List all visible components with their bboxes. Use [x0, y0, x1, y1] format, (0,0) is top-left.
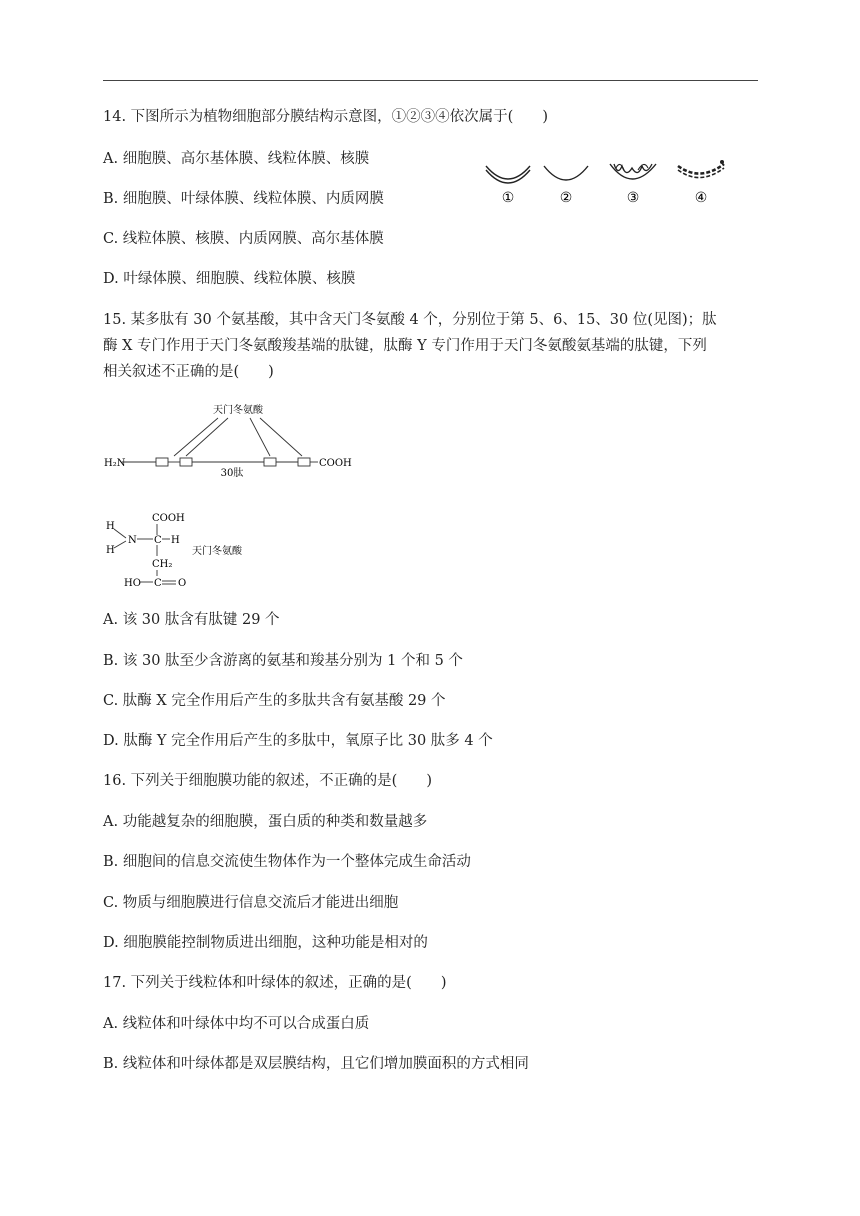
- membrane-figure: [478, 156, 738, 208]
- q17-option-b: B. 线粒体和叶绿体都是双层膜结构，且它们增加膜面积的方式相同: [103, 1056, 529, 1072]
- q15-stem-line-2: 酶 X 专门作用于天门冬氨酸羧基端的肽键，肽酶 Y 专门作用于天门冬氨酸氨基端的肽键，下列: [103, 338, 707, 354]
- chain-left-label: H₂N: [104, 458, 126, 469]
- membrane-label-1: ①: [501, 190, 515, 206]
- aspartic-label: 天门冬氨酸: [213, 405, 263, 416]
- q15-option-c: C. 肽酶 X 完全作用后产生的多肽共含有氨基酸 29 个: [103, 693, 446, 709]
- membrane-label-4: ④: [694, 190, 708, 206]
- q15-option-b: B. 该 30 肽至少含游离的氨基和羧基分别为 1 个和 5 个: [103, 653, 463, 669]
- q14-option-b: B. 细胞膜、叶绿体膜、线粒体膜、内质网膜: [103, 191, 384, 207]
- q16-option-b: B. 细胞间的信息交流使生物体作为一个整体完成生命活动: [103, 854, 471, 870]
- struct-o: O: [178, 578, 187, 589]
- membrane-label-3: ③: [626, 190, 640, 206]
- q17-option-a: A. 线粒体和叶绿体中均不可以合成蛋白质: [103, 1016, 370, 1032]
- struct-h-top: H: [106, 521, 115, 532]
- membrane-label-2: ②: [559, 190, 573, 206]
- struct-h-bottom: H: [106, 545, 115, 556]
- struct-h-right: H: [171, 535, 180, 546]
- q15-option-d: D. 肽酶 Y 完全作用后产生的多肽中，氧原子比 30 肽多 4 个: [103, 733, 493, 749]
- struct-cooh: COOH: [152, 513, 185, 524]
- struct-name: 天门冬氨酸: [192, 546, 242, 557]
- membrane-1-icon: [486, 166, 530, 183]
- header-rule: [103, 80, 758, 81]
- q16-stem: 16. 下列关于细胞膜功能的叙述，不正确的是( ): [103, 773, 432, 789]
- struct-ch2: CH₂: [152, 559, 173, 570]
- chain-right-label: COOH: [319, 458, 352, 469]
- q14-option-c: C. 线粒体膜、核膜、内质网膜、高尔基体膜: [103, 231, 384, 247]
- q14-option-a: A. 细胞膜、高尔基体膜、线粒体膜、核膜: [103, 151, 370, 167]
- membrane-3-icon: [610, 164, 656, 179]
- q16-option-a: A. 功能越复杂的细胞膜，蛋白质的种类和数量越多: [103, 814, 428, 830]
- membrane-2-icon: [544, 166, 588, 180]
- chain-bottom-label: 30肽: [220, 468, 244, 478]
- q15-stem-line-1: 15. 某多肽有 30 个氨基酸，其中含天门冬氨酸 4 个，分别位于第 5、6、15、30 位(见图)；肽: [103, 312, 717, 328]
- q16-option-c: C. 物质与细胞膜进行信息交流后才能进出细胞: [103, 895, 399, 911]
- q15-option-a: A. 该 30 肽含有肽键 29 个: [103, 612, 280, 628]
- q14-stem: 14. 下图所示为植物细胞部分膜结构示意图，①②③④依次属于( ): [103, 109, 548, 125]
- q17-stem: 17. 下列关于线粒体和叶绿体的叙述，正确的是( ): [103, 975, 447, 991]
- aspartic-structure: [100, 506, 280, 590]
- q14-option-d: D. 叶绿体膜、细胞膜、线粒体膜、核膜: [103, 271, 356, 287]
- q16-option-d: D. 细胞膜能控制物质进出细胞，这种功能是相对的: [103, 935, 428, 951]
- struct-c: C: [154, 535, 162, 546]
- struct-ho: HO: [124, 578, 141, 589]
- struct-c-bottom: C: [154, 578, 162, 589]
- peptide-diagram: [100, 398, 360, 478]
- q15-stem-line-3: 相关叙述不正确的是( ): [103, 364, 274, 380]
- membrane-4-icon: [678, 160, 724, 178]
- struct-n: N: [128, 535, 137, 546]
